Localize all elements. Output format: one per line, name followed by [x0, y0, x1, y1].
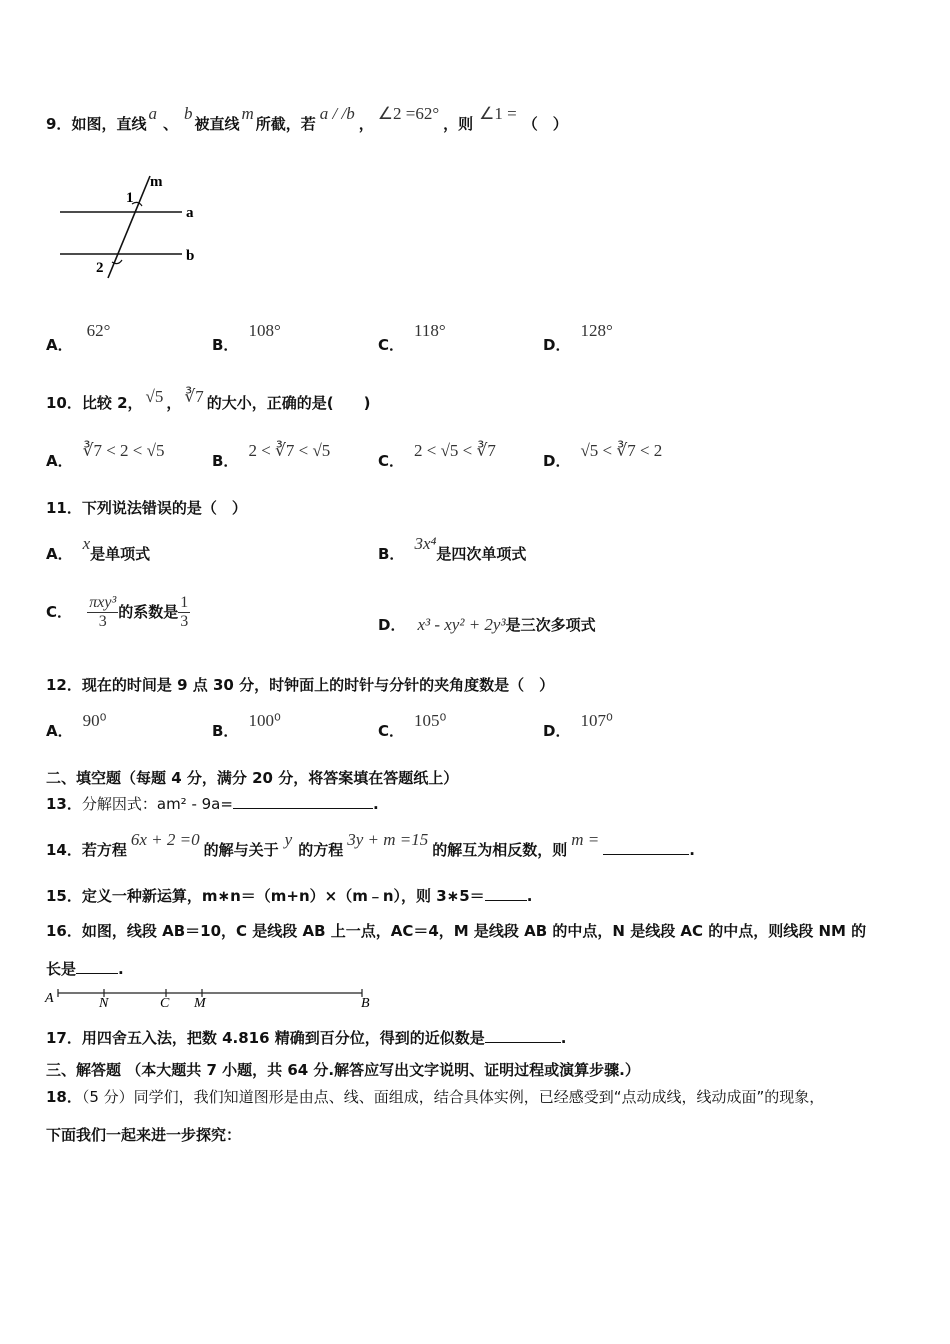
question-10: 10．比较 2， √5 ， ∛7 的大小，正确的是( ) — [46, 387, 371, 412]
question-15: 15．定义一种新运算，m∗n＝（m+n）×（m﹣n），则 3∗5＝ . — [46, 887, 533, 905]
question-18-line2: 下面我们一起来进一步探究： — [46, 1126, 242, 1144]
q16-segment-figure — [44, 987, 384, 1009]
question-12: 12．现在的时间是 9 点 30 分，时钟面上的时针与分针的夹角度数是（ ） — [46, 676, 555, 694]
answer-blank[interactable] — [76, 973, 118, 974]
question-9: 9．如图，直线a、b被直线m所截，若a / /b，∠2 =62°，则∠1 =（ ） — [46, 104, 568, 133]
answer-blank[interactable] — [485, 900, 527, 901]
q10-option-b[interactable]: B．2 < ∛7 < √5 — [212, 441, 331, 470]
question-16: 16．如图，线段 AB＝10，C 是线段 AB 上一点，AC＝4，M 是线段 AB 的中点，N 是线段 AC 的中点，则线段 NM 的 — [46, 922, 867, 940]
point-C: C — [160, 996, 170, 1009]
q12-option-a[interactable]: A．90⁰ — [46, 711, 107, 740]
q9-option-c[interactable]: C．118° — [378, 321, 446, 354]
q10-option-a[interactable]: A．∛7 < 2 < √5 — [46, 441, 165, 470]
q12-option-d[interactable]: D．107⁰ — [543, 711, 613, 740]
var-a: a — [148, 104, 157, 123]
q9-figure — [50, 170, 270, 280]
label-m: m — [150, 174, 163, 190]
question-16-line2: 长是 . — [46, 960, 124, 978]
answer-blank[interactable] — [603, 854, 689, 855]
target-angle1: ∠1 = — [479, 104, 517, 123]
q11-option-b[interactable]: B．3x⁴是四次单项式 — [378, 534, 527, 563]
q9-option-d[interactable]: D．128° — [543, 321, 613, 354]
question-18: 18．（5 分）同学们，我们知道图形是由点、线、面组成，结合具体实例，已经感受到“点动成线，线动成面”的现象， — [46, 1088, 825, 1106]
point-B: B — [361, 996, 370, 1009]
q11-option-c[interactable]: C． $\frac{\text{πxy³}}{3}$ 的系数是 $\frac{1}{3}$ — [46, 594, 189, 630]
label-2: 2 — [96, 260, 104, 276]
label-1: 1 — [126, 190, 134, 206]
point-N: N — [99, 996, 109, 1009]
q12-option-c[interactable]: C．105⁰ — [378, 711, 447, 740]
point-A: A — [45, 991, 54, 1006]
var-b: b — [183, 104, 193, 123]
q11-option-a[interactable]: A．x是单项式 — [46, 534, 151, 563]
q10-option-d[interactable]: D．√5 < ∛7 < 2 — [543, 441, 663, 470]
q9-option-b[interactable]: B．108° — [212, 321, 281, 354]
sqrt5: √5 — [145, 387, 164, 406]
var-m: m — [241, 104, 254, 123]
condition-angle2: ∠2 =62° — [377, 104, 440, 123]
question-11: 11．下列说法错误的是（ ） — [46, 499, 247, 517]
answer-blank[interactable] — [233, 808, 373, 809]
q11-option-d[interactable]: D． x³ - xy² + 2y³是三次多项式 — [378, 615, 596, 634]
question-13: 13．分解因式：am² - 9a= . — [46, 795, 379, 813]
point-M: M — [194, 996, 206, 1009]
answer-blank[interactable] — [485, 1042, 561, 1043]
cbrt7: ∛7 — [184, 387, 204, 406]
condition-parallel: a / /b — [319, 104, 355, 123]
question-14: 14．若方程6x + 2 =0的解与关于y的方程3y + m =15的解互为相反数，则m =. — [46, 830, 695, 859]
label-a: a — [186, 205, 194, 221]
section-2-heading: 二、填空题（每题 4 分，满分 20 分，将答案填在答题纸上） — [46, 769, 459, 787]
section-3-heading: 三、解答题 （本大题共 7 小题，共 64 分.解答应写出文字说明、证明过程或演算步骤.） — [46, 1061, 640, 1079]
q10-option-c[interactable]: C．2 < √5 < ∛7 — [378, 441, 496, 470]
question-17: 17．用四舍五入法，把数 4.816 精确到百分位，得到的近似数是 . — [46, 1029, 567, 1047]
label-b: b — [186, 248, 195, 264]
q9-option-a[interactable]: A．62° — [46, 321, 111, 354]
q12-option-b[interactable]: B．100⁰ — [212, 711, 281, 740]
